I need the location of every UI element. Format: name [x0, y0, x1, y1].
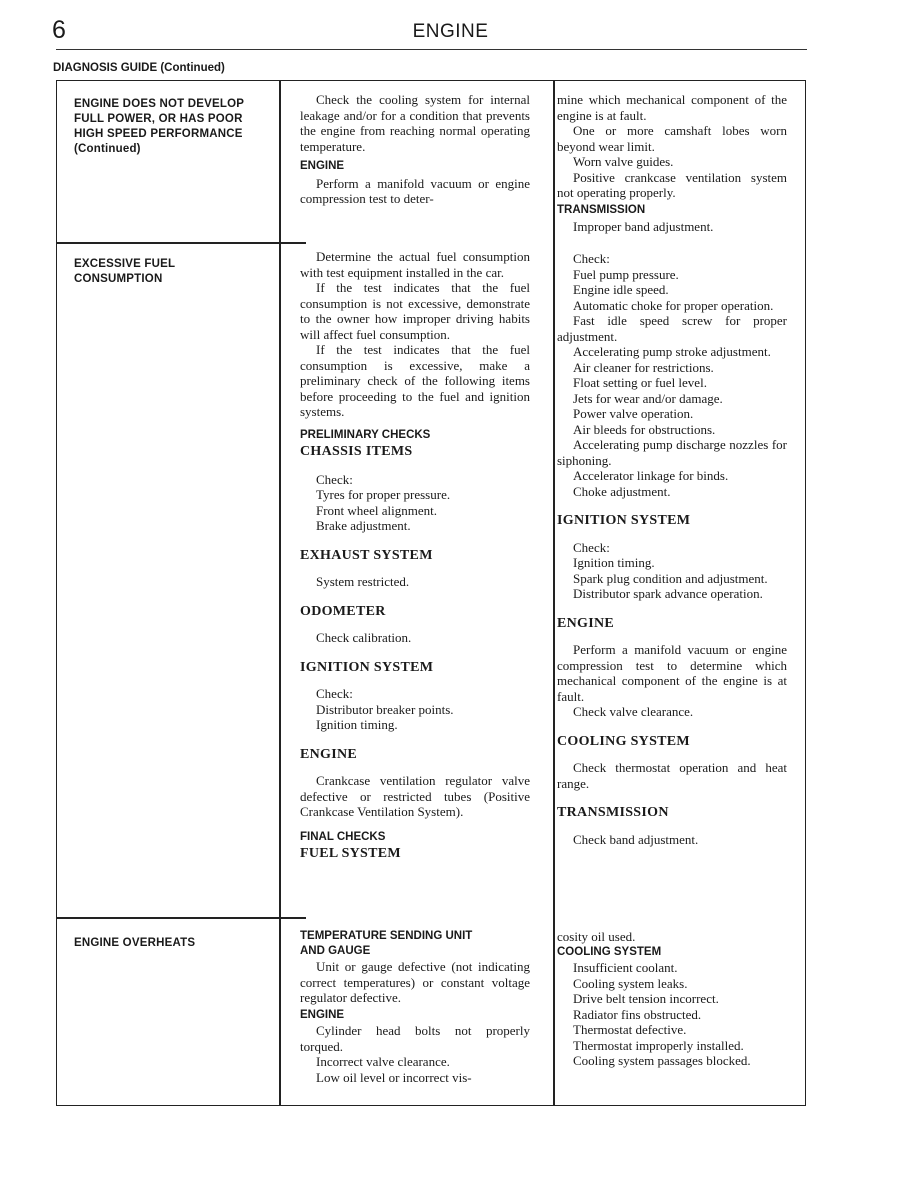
page-title: ENGINE [412, 21, 489, 42]
diagnosis-table [56, 80, 806, 1106]
row-divider-1 [57, 242, 306, 244]
row-label-fuel-consumption: EXCESSIVE FUEL CONSUMPTION [74, 258, 176, 285]
row3-col1: TEMPERATURE SENDING UNIT AND GAUGE Unit or gauge defective (not indicating correct temperatures) or constant voltage regulator defective. ENGINE Cylinder head bolts not properly torqued. Incorrect valve clearance. Low oil level or incorrect vis- [300, 930, 530, 1085]
row-label-overheats: ENGINE OVERHEATS [74, 937, 196, 949]
row1-col1: Check the cooling system for internal leakage and/or for a condition that prevents the engine from reaching normal operating temperature. ENGINE Perform a manifold vacuum or engine compression test to deter- [300, 92, 530, 206]
page-number: 6 [52, 16, 66, 44]
row-label-full-power: ENGINE DOES NOT DEVELOP FULL POWER, OR HAS POOR HIGH SPEED PERFORMANCE (Continued) [74, 98, 245, 155]
row1-col2: mine which mechanical component of the engine is at fault. One or more camshaft lobes worn beyond wear limit. Worn valve guides. Positive crankcase ventilation system not operating properly. TRANSMISSION Improper band adjustment. [557, 92, 787, 234]
header-rule [56, 49, 807, 50]
row3-col2: cosity oil used. COOLING SYSTEM Insufficient coolant. Cooling system leaks. Drive belt tension incorrect. Radiator fins obstructed. Thermostat defective. Thermostat improperly installed. Cooling system passages blocked. [557, 929, 751, 1068]
column-divider-2 [553, 81, 555, 1105]
row-divider-2 [57, 917, 306, 919]
row2-col2: Check: Fuel pump pressure. Engine idle speed. Automatic choke for proper operation. Fast idle speed screw for proper adjustment. Accelerating pump stroke adjustment. Air cleaner for restrictions. Float setting or fuel level. Jets for wear and/or damage. Power valve operation. Air bleeds for obstructions. Accelerating pump discharge nozzles for siphoning. Accelerator linkage for binds. Choke adjustment. IGNITION SYSTEM Check: Ignition timing. Spark plug condition and adjustment. Distributor spark advance operation. ENGINE Perform a manifold vacuum or engine compression test to determine which mechanical component of the engine is at fault. Check valve clearance. COOLING SYSTEM Check thermostat operation and heat range. TRANSMISSION Check band adjustment. [557, 251, 787, 847]
section-heading: DIAGNOSIS GUIDE (Continued) [53, 62, 225, 74]
row2-col1: Determine the actual fuel consumption with test equipment installed in the car. If the test indicates that the fuel consumption is not excessive, demonstrate to the owner how improper driving habits will affect fuel consumption. If the test indicates that the fuel consumption is excessive, make a preliminary check of the following items before proceeding to the fuel and ignition systems. PRELIMINARY CHECKS CHASSIS ITEMS Check: Tyres for proper pressure. Front wheel alignment. Brake adjustment. EXHAUST SYSTEM System restricted. ODOMETER Check calibration. IGNITION SYSTEM Check: Distributor breaker points. Ignition timing. ENGINE Crankcase ventilation regulator valve defective or restricted tubes (Positive Crankcase Ventilation System). FINAL CHECKS FUEL SYSTEM [300, 249, 530, 861]
column-divider-1 [279, 81, 281, 1105]
